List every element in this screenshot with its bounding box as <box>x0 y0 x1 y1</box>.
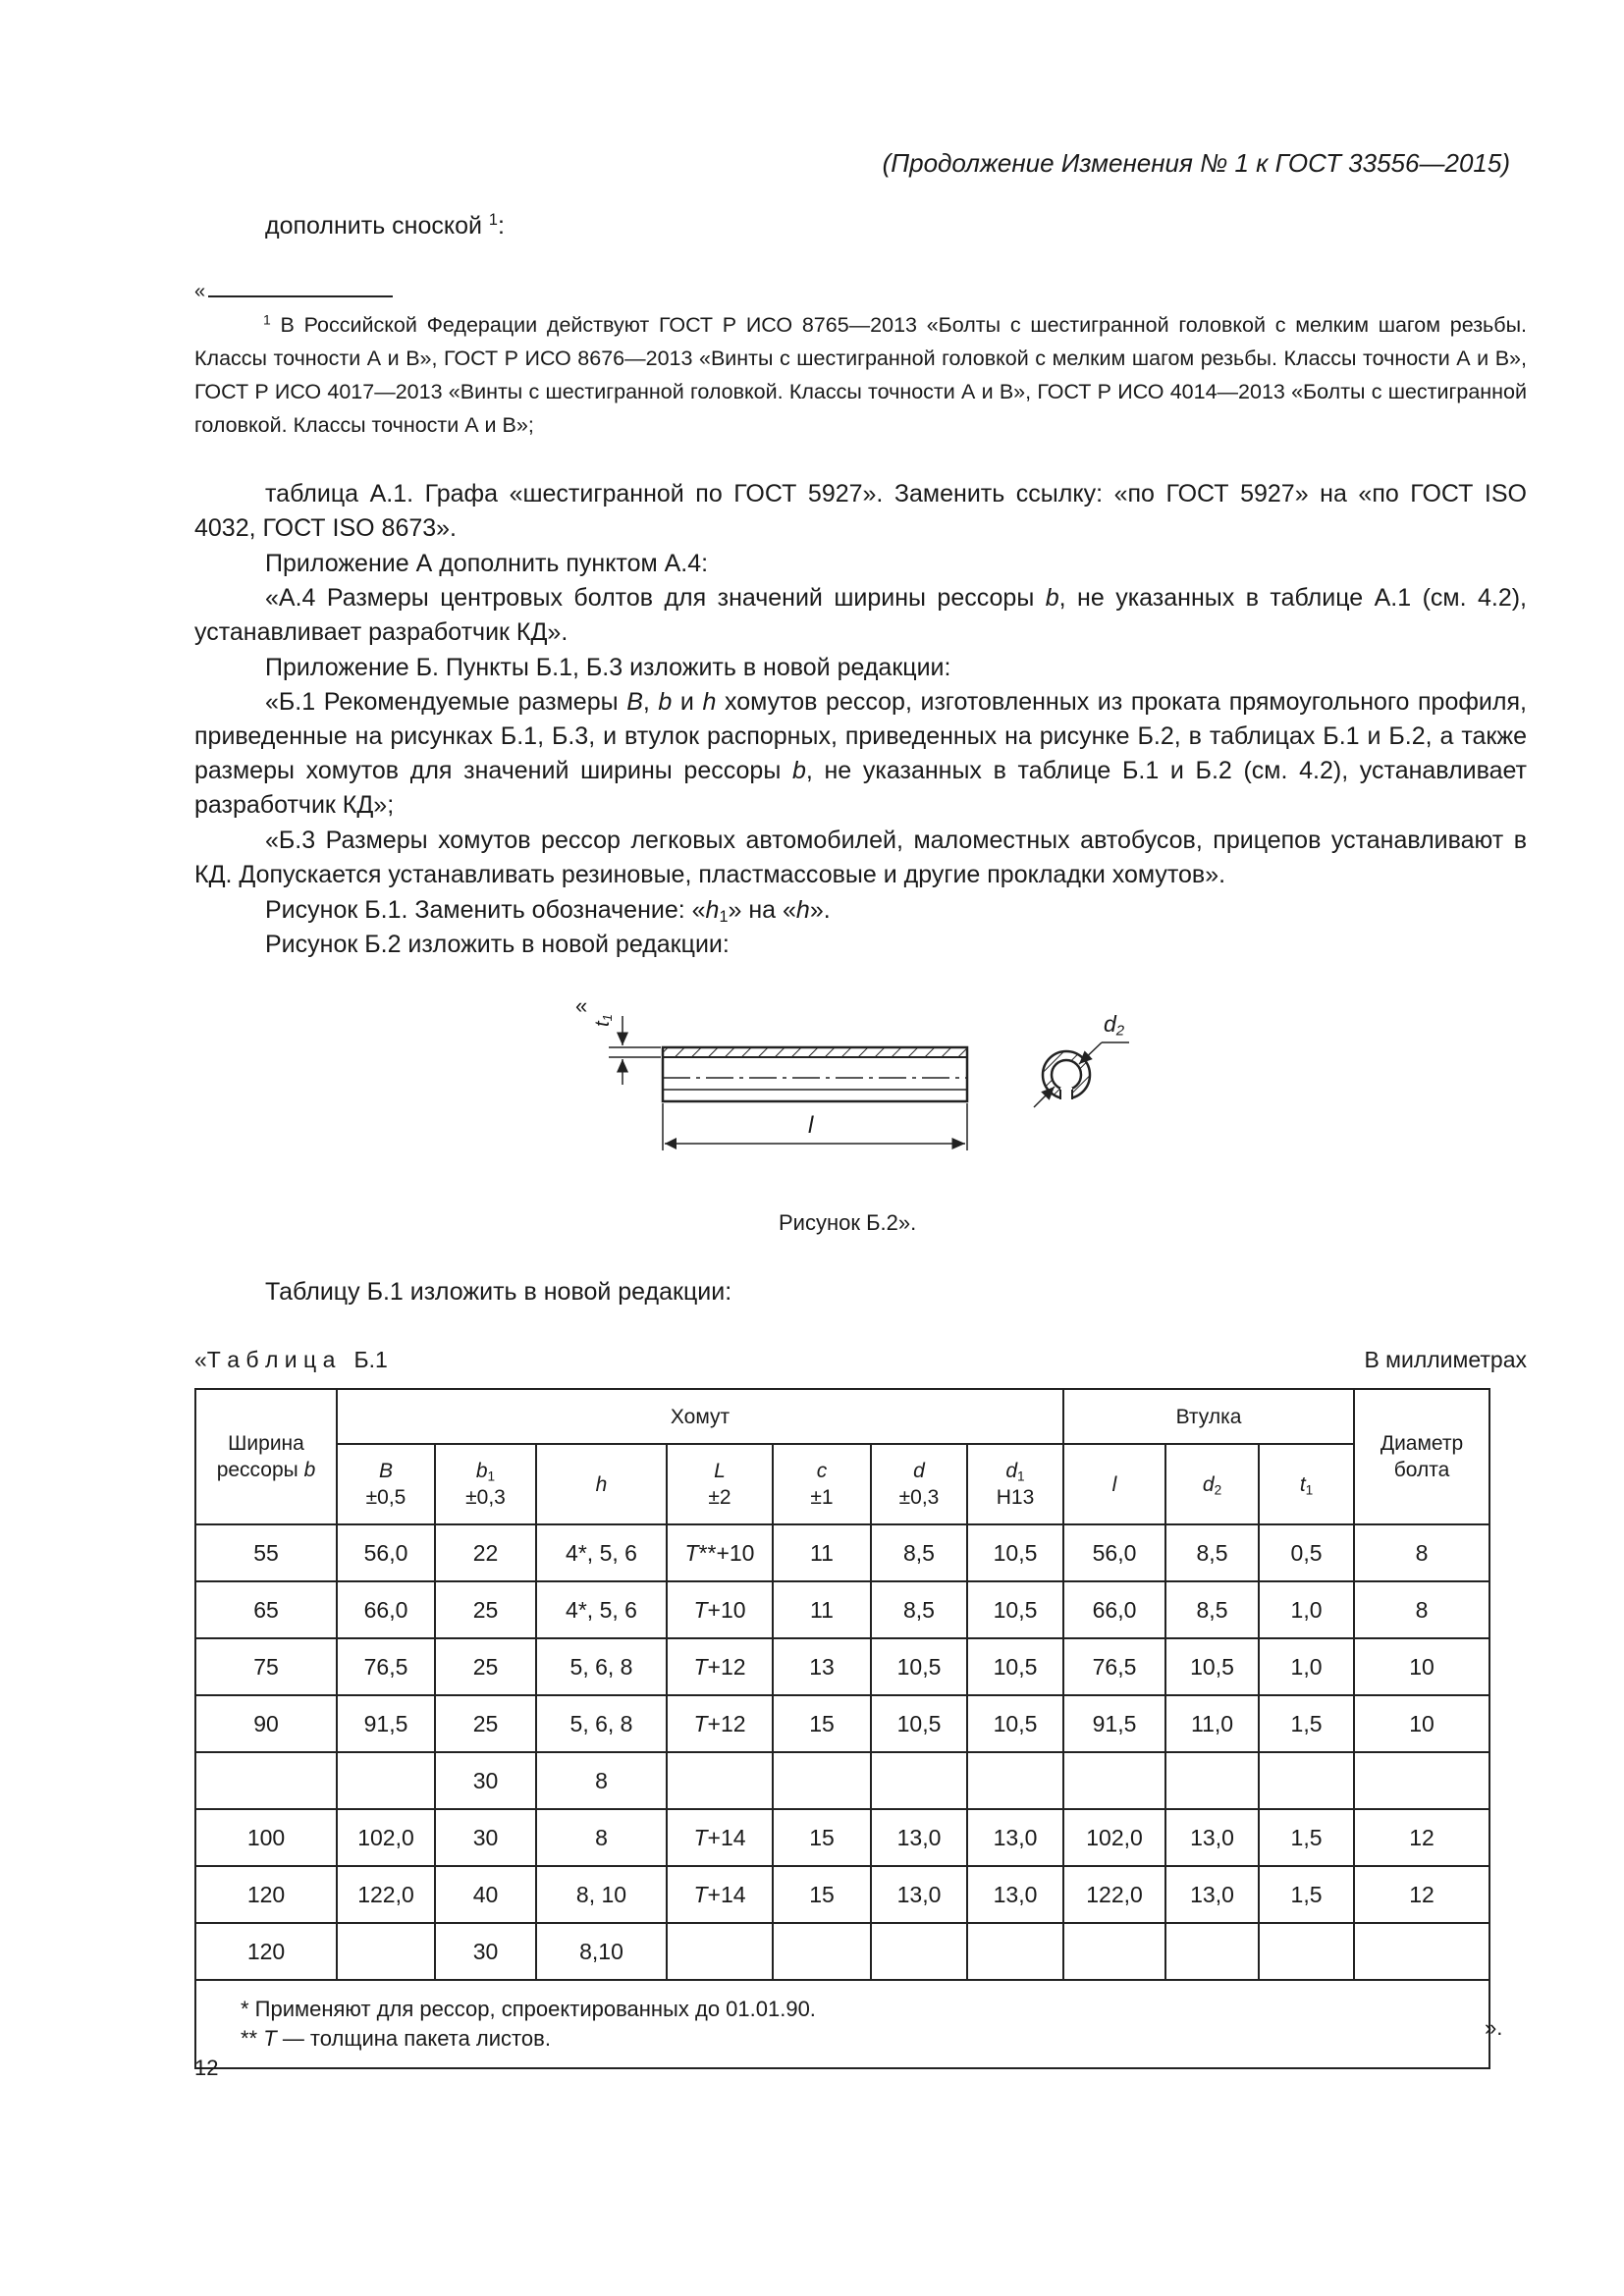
table-row <box>195 1752 1489 1809</box>
running-header: (Продолжение Изменения № 1 к ГОСТ 33556—2015) <box>882 148 1510 178</box>
table-cell: 13,0 <box>967 1866 1063 1923</box>
table-cell: 10,5 <box>871 1695 967 1752</box>
length-dimension <box>663 1103 967 1150</box>
table-cell <box>1165 1923 1259 1980</box>
table-cell: 1,0 <box>1259 1581 1354 1638</box>
table-cell <box>773 1752 871 1809</box>
table-cell: 11,0 <box>1165 1695 1259 1752</box>
header-bolt-diameter: Диаметр болта <box>1354 1389 1489 1524</box>
table-b1 <box>194 1388 1490 2069</box>
table-cell: 8,5 <box>871 1581 967 1638</box>
table-cell: 75 <box>195 1638 337 1695</box>
table-row <box>195 1866 1489 1923</box>
table-units: В миллиметрах <box>1364 1347 1527 1372</box>
table-cell <box>337 1752 435 1809</box>
table-cell: 25 <box>435 1695 536 1752</box>
table-cell: 10,5 <box>871 1638 967 1695</box>
column-header: $d_2$ <box>1165 1444 1259 1524</box>
label-l: l <box>808 1112 814 1139</box>
table-cell: 15 <box>773 1809 871 1866</box>
table-cell <box>871 1923 967 1980</box>
table-cell: 1,5 <box>1259 1809 1354 1866</box>
table-notes-row <box>195 1980 1489 2068</box>
table-cell: 8,10 <box>536 1923 667 1980</box>
table-cell: 91,5 <box>337 1695 435 1752</box>
note-2: ** T — толщина пакета листов. <box>241 2026 551 2051</box>
table-cell: 8,5 <box>1165 1581 1259 1638</box>
bushing-side-view <box>663 1047 967 1101</box>
table-cell: 8 <box>536 1809 667 1866</box>
table-cell <box>1259 1752 1354 1809</box>
table-cell: 91,5 <box>1063 1695 1165 1752</box>
table-cell: 66,0 <box>337 1581 435 1638</box>
page-number: 12 <box>194 2056 219 2080</box>
table-cell: 5, 6, 8 <box>536 1695 667 1752</box>
column-header: $t_1$ <box>1259 1444 1354 1524</box>
table-cell: 4*, 5, 6 <box>536 1524 667 1581</box>
footnote-text: $^1$ В Российской Федерации действуют ГОСТ Р ИСО 8765—2013 «Болты с шестигранной головкой с мелким шагом резьбы. Классы точности А и В», ГОСТ Р ИСО 8676—2013 «Винты с шестигранной головкой с мелким шагом резьбы. Классы точности А и В», ГОСТ Р ИСО 4017—2013 «Винты с шестигранной головкой. Классы точности А и В», ГОСТ Р ИСО 4014—2013 «Болты с шестигранной головкой. Классы точности А и В»; <box>194 311 1527 437</box>
table-cell: 56,0 <box>1063 1524 1165 1581</box>
table-cell <box>667 1923 773 1980</box>
table-cell: 11 <box>773 1524 871 1581</box>
table-cell: 11 <box>773 1581 871 1638</box>
table-cell: T+14 <box>667 1809 773 1866</box>
footnote-quote-open: « <box>194 281 206 302</box>
label-d2: $d_2$ <box>1104 1011 1125 1040</box>
table-cell: 102,0 <box>337 1809 435 1866</box>
table-cell: 66,0 <box>1063 1581 1165 1638</box>
header-clamp: Хомут <box>337 1389 1063 1444</box>
table-cell: 10,5 <box>967 1695 1063 1752</box>
table-cell: 1,5 <box>1259 1695 1354 1752</box>
column-header: h <box>536 1444 667 1524</box>
column-header: B ±0,5 <box>337 1444 435 1524</box>
table-row <box>195 1638 1489 1695</box>
column-header: L ±2 <box>667 1444 773 1524</box>
table-cell: 13,0 <box>871 1866 967 1923</box>
column-header: $b_1$ ±0,3 <box>435 1444 536 1524</box>
table-cell: T+14 <box>667 1866 773 1923</box>
table-cell: 1,0 <box>1259 1638 1354 1695</box>
table-cell: 13,0 <box>967 1809 1063 1866</box>
table-cell: 22 <box>435 1524 536 1581</box>
table-cell: 0,5 <box>1259 1524 1354 1581</box>
paragraph-annex-a: Приложение А дополнить пунктом А.4: <box>265 550 709 577</box>
paragraph-figure-b2: Рисунок Б.2 изложить в новой редакции: <box>265 931 730 958</box>
table-cell: 10,5 <box>967 1581 1063 1638</box>
table-cell: 8 <box>1354 1581 1489 1638</box>
table-cell: T**+10 <box>667 1524 773 1581</box>
table-cell: 25 <box>435 1581 536 1638</box>
table-cell: 10,5 <box>1165 1638 1259 1695</box>
table-row <box>195 1809 1489 1866</box>
paragraph-table-a1: таблица А.1. Графа «шестигранной по ГОСТ 5927». Заменить ссылку: «по ГОСТ 5927» на «по ГОСТ ISO 4032, ГОСТ ISO 8673». <box>194 480 1527 542</box>
table-cell: T+12 <box>667 1695 773 1752</box>
table-cell: 8,5 <box>1165 1524 1259 1581</box>
table-cell: 12 <box>1354 1809 1489 1866</box>
table-title: «Т а б л и ц а Б.1 <box>194 1347 388 1372</box>
table-cell: 55 <box>195 1524 337 1581</box>
table-row <box>195 1524 1489 1581</box>
thickness-dimension <box>609 1016 661 1085</box>
table-cell: 65 <box>195 1581 337 1638</box>
header-spring-width: Ширина рессоры b <box>195 1389 337 1524</box>
table-cell: 10 <box>1354 1695 1489 1752</box>
paragraph-annex-b: Приложение Б. Пункты Б.1, Б.3 изложить в новой редакции: <box>265 654 951 681</box>
table-cell: 10,5 <box>967 1524 1063 1581</box>
paragraph-b1: «Б.1 Рекомендуемые размеры B, b и h хомутов рессор, изготовленных из проката прямоугольного профиля, приведенные на рисунках Б.1, Б.3, и втулок распорных, приведенных на рисунке Б.2, в таблицах Б.1 и Б.2, а также размеры хомутов для значений ширины рессоры b, не указанных в таблице Б.1 и Б.2 (см. 4.2), устанавливает разработчик КД»; <box>194 688 1527 819</box>
table-cell: 13,0 <box>871 1809 967 1866</box>
table-cell: 102,0 <box>1063 1809 1165 1866</box>
table-cell: 8 <box>536 1752 667 1809</box>
table-cell: 13,0 <box>1165 1809 1259 1866</box>
table-cell: 56,0 <box>337 1524 435 1581</box>
table-cell: 15 <box>773 1695 871 1752</box>
table-cell <box>195 1752 337 1809</box>
table-cell <box>337 1923 435 1980</box>
footnote-separator <box>208 295 393 297</box>
column-header: d ±0,3 <box>871 1444 967 1524</box>
table-cell: 30 <box>435 1809 536 1866</box>
column-header: c ±1 <box>773 1444 871 1524</box>
paragraph-figure-b1: Рисунок Б.1. Заменить обозначение: «$h_1$» на «h». <box>265 896 831 927</box>
table-cell: 90 <box>195 1695 337 1752</box>
figure-b2-drawing <box>550 982 1159 1168</box>
table-cell <box>967 1752 1063 1809</box>
table-cell <box>1063 1752 1165 1809</box>
paragraph-a4: «А.4 Размеры центровых болтов для значений ширины рессоры b, не указанных в таблице А.1 (см. 4.2), устанавливает разработчик КД». <box>194 584 1527 646</box>
table-cell: 76,5 <box>1063 1638 1165 1695</box>
table-row <box>195 1923 1489 1980</box>
table-cell <box>1354 1752 1489 1809</box>
table-cell: 76,5 <box>337 1638 435 1695</box>
note-1: * Применяют для рессор, спроектированных до 01.01.90. <box>241 1997 816 2021</box>
figure-quote-open: « <box>575 993 588 1018</box>
table-cell: 100 <box>195 1809 337 1866</box>
table-cell <box>667 1752 773 1809</box>
table-cell: 120 <box>195 1866 337 1923</box>
table-cell: 1,5 <box>1259 1866 1354 1923</box>
table-cell: 4*, 5, 6 <box>536 1581 667 1638</box>
table-cell <box>773 1923 871 1980</box>
paragraph-b3: «Б.3 Размеры хомутов рессор легковых автомобилей, маломестных автобусов, прицепов устанавливают в КД. Допускается устанавливать резиновые, пластмассовые и другие прокладки хомутов». <box>194 827 1527 888</box>
column-header: l <box>1063 1444 1165 1524</box>
table-cell: 30 <box>435 1752 536 1809</box>
table-intro: Таблицу Б.1 изложить в новой редакции: <box>265 1278 732 1306</box>
table-close-quote: ». <box>1485 2015 1503 2040</box>
table-cell: 8, 10 <box>536 1866 667 1923</box>
table-cell: 30 <box>435 1923 536 1980</box>
table-cell <box>1354 1923 1489 1980</box>
figure-caption: Рисунок Б.2». <box>779 1210 917 1235</box>
table-cell <box>1165 1752 1259 1809</box>
label-t1: $t_1$ <box>591 1014 616 1027</box>
table-cell: 12 <box>1354 1866 1489 1923</box>
table-cell: 25 <box>435 1638 536 1695</box>
header-bushing: Втулка <box>1063 1389 1354 1444</box>
column-header: $d_1$ H13 <box>967 1444 1063 1524</box>
table-cell: 10 <box>1354 1638 1489 1695</box>
table-cell: 122,0 <box>337 1866 435 1923</box>
table-cell: 13 <box>773 1638 871 1695</box>
bushing-end-view <box>1034 1042 1129 1107</box>
table-cell: T+12 <box>667 1638 773 1695</box>
table-cell: 15 <box>773 1866 871 1923</box>
table-cell: 122,0 <box>1063 1866 1165 1923</box>
table-cell: T+10 <box>667 1581 773 1638</box>
table-cell <box>967 1923 1063 1980</box>
table-cell: 5, 6, 8 <box>536 1638 667 1695</box>
table-row <box>195 1695 1489 1752</box>
table-cell: 8 <box>1354 1524 1489 1581</box>
table-cell: 8,5 <box>871 1524 967 1581</box>
table-cell <box>1259 1923 1354 1980</box>
table-cell: 10,5 <box>967 1638 1063 1695</box>
intro-footnote-line: дополнить сноской $^1$: <box>265 211 505 240</box>
table-cell <box>871 1752 967 1809</box>
table-cell: 40 <box>435 1866 536 1923</box>
table-row <box>195 1581 1489 1638</box>
table-cell: 120 <box>195 1923 337 1980</box>
table-notes <box>195 1980 1489 2068</box>
table-cell: 13,0 <box>1165 1866 1259 1923</box>
table-cell <box>1063 1923 1165 1980</box>
